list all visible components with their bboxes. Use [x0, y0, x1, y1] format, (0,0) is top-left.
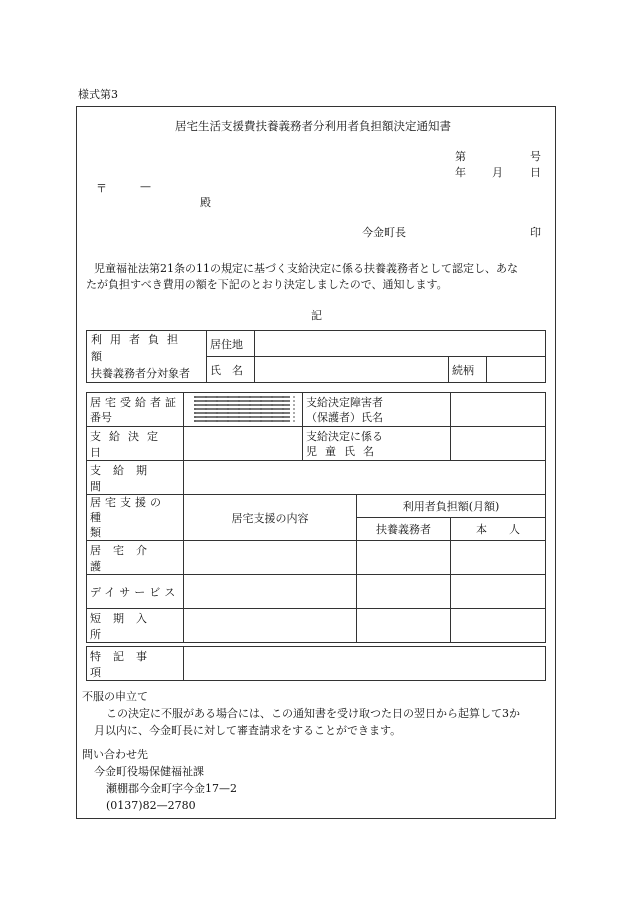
remarks-table	[86, 646, 546, 681]
guardian-line2: （保護者）氏名	[306, 410, 383, 424]
address-label: 居住地	[207, 331, 255, 357]
target-label-line2: 扶養義務者分対象者	[91, 367, 190, 380]
relation-field[interactable]	[487, 357, 546, 383]
short-stay-content[interactable]	[184, 609, 357, 643]
target-person-table	[86, 330, 546, 383]
child-line1: 支給決定に係る	[306, 429, 383, 443]
row-short-stay: 短期入所	[87, 609, 184, 643]
support-table	[86, 392, 546, 643]
home-care-content[interactable]	[184, 541, 357, 575]
contact-address: 瀬棚郡今金町字今金17—2	[106, 782, 237, 795]
body-text-line1: 児童福祉法第21条の11の規定に基づく支給決定に係る扶養義務者として認定し、あな	[94, 262, 518, 275]
guardian-label	[303, 393, 451, 427]
name-label: 氏 名	[207, 357, 255, 383]
number-go: 号	[530, 150, 541, 163]
day-service-dependent[interactable]	[357, 575, 451, 609]
honorific-dono: 殿	[200, 196, 211, 209]
period-field[interactable]	[184, 461, 546, 495]
dependent-header: 扶養義務者	[357, 518, 451, 541]
recipient-no-digit-dividers	[184, 393, 303, 427]
target-label-line1: 利用者負担額	[91, 333, 186, 363]
appeal-heading: 不服の申立て	[82, 690, 148, 703]
ki-heading: 記	[311, 309, 322, 322]
row-home-care: 居宅介護	[87, 541, 184, 575]
burden-header: 利用者負担額(月額)	[357, 495, 546, 518]
body-text-line2: たが負担すべき費用の額を下記のとおり決定しましたので、通知します。	[86, 278, 448, 291]
date-year: 年	[455, 166, 466, 179]
issuer-name: 今金町長	[362, 226, 406, 239]
day-service-content[interactable]	[184, 575, 357, 609]
contact-dept: 今金町役場保健福祉課	[94, 765, 204, 778]
recipient-no-line1: 居宅受給者証	[90, 395, 180, 409]
short-stay-dependent[interactable]	[357, 609, 451, 643]
date-month: 月	[492, 166, 503, 179]
number-dai: 第	[455, 150, 466, 163]
recipient-no-field[interactable]	[184, 393, 303, 427]
name-field[interactable]	[255, 357, 449, 383]
date-day: 日	[530, 166, 541, 179]
support-type-line2	[90, 510, 180, 540]
home-care-dependent[interactable]	[357, 541, 451, 575]
support-content-header: 居宅支援の内容	[184, 495, 357, 541]
appeal-line2: 月以内に、今金町長に対して審査請求をすることができます。	[94, 724, 402, 737]
target-label-cell	[87, 331, 207, 383]
support-type-line1: 居宅支援の	[90, 496, 165, 509]
decision-date-label: 支給決定日	[87, 427, 184, 461]
address-field[interactable]	[255, 331, 546, 357]
contact-heading: 問い合わせ先	[82, 748, 148, 761]
recipient-no-line2-text: 番号	[90, 410, 112, 424]
recipient-no-label	[87, 393, 184, 427]
recipient-no-line2	[90, 410, 180, 425]
support-type-label	[87, 495, 184, 541]
appeal-line1: この決定に不服がある場合には、この通知書を受け取つた日の翌日から起算して3か	[106, 707, 520, 720]
child-label	[303, 427, 451, 461]
contact-phone: (0137)82—2780	[106, 799, 196, 812]
self-header: 本 人	[451, 518, 546, 541]
seal-mark: 印	[530, 226, 541, 239]
form-number: 様式第3	[78, 88, 118, 101]
postal-mark: 〒	[96, 182, 107, 195]
guardian-line1: 支給決定障害者	[306, 395, 383, 409]
period-label: 支給期間	[87, 461, 184, 495]
day-service-self[interactable]	[451, 575, 546, 609]
guardian-field[interactable]	[451, 393, 546, 427]
document-title: 居宅生活支援費扶養義務者分利用者負担額決定通知書	[175, 119, 451, 133]
short-stay-self[interactable]	[451, 609, 546, 643]
decision-date-field[interactable]	[184, 427, 303, 461]
remarks-field[interactable]	[184, 647, 546, 681]
relation-label: 続柄	[449, 357, 487, 383]
remarks-label: 特記事項	[87, 647, 184, 681]
row-day-service: デイサービス	[87, 575, 184, 609]
child-line2: 児童氏名	[306, 444, 382, 458]
postal-dash: —	[140, 180, 151, 193]
support-type-line2-text: 種類	[90, 511, 143, 539]
child-name-field[interactable]	[451, 427, 546, 461]
home-care-self[interactable]	[451, 541, 546, 575]
